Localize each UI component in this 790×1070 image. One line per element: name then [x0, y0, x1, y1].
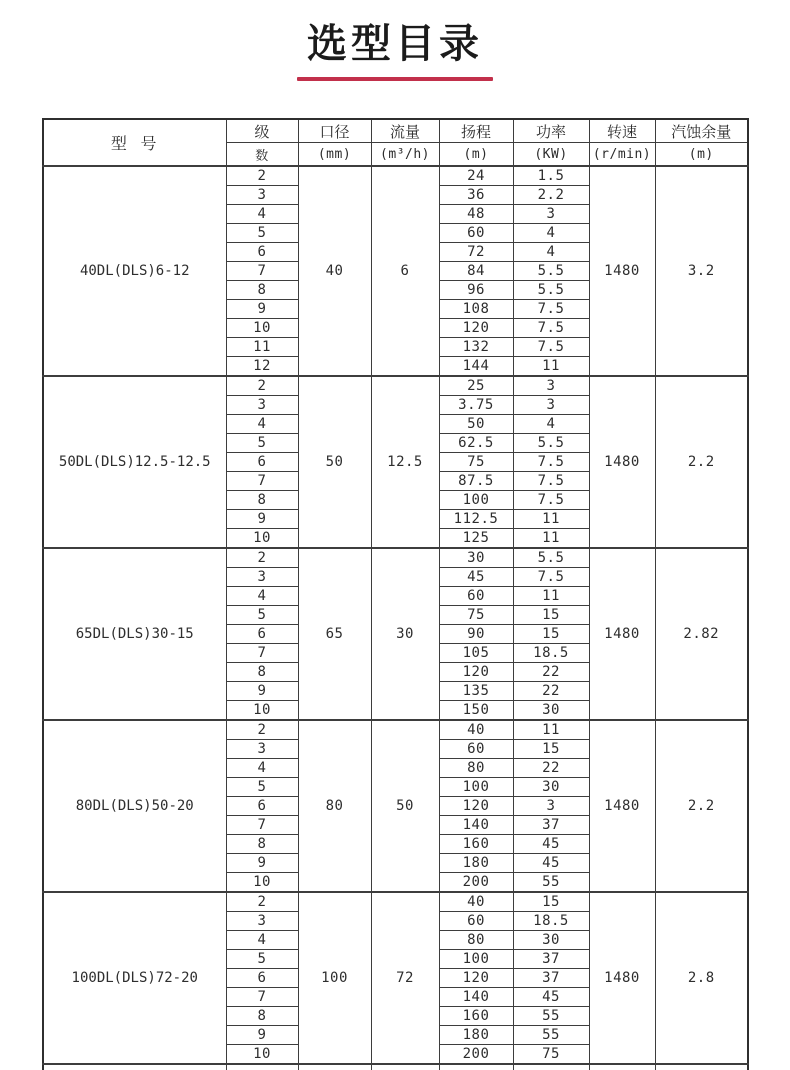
power-cell: 75: [513, 1045, 589, 1065]
header-head-unit: (m): [439, 143, 513, 167]
stage-cell: 2: [226, 892, 298, 912]
table-wrap: [42, 118, 749, 1070]
header-diameter-unit: (mm): [298, 143, 371, 167]
stage-cell: 6: [226, 625, 298, 644]
stage-cell: 12: [226, 357, 298, 377]
power-cell: 18.5: [513, 644, 589, 663]
head-cell: 108: [439, 300, 513, 319]
diameter-cell: 80: [298, 720, 371, 892]
header-row-1: [43, 119, 748, 143]
head-cell: 60: [439, 224, 513, 243]
stage-cell: 7: [226, 644, 298, 663]
head-cell: 180: [439, 854, 513, 873]
table-row: [43, 548, 748, 568]
power-cell: 5.5: [513, 434, 589, 453]
header-power-unit: (KW): [513, 143, 589, 167]
head-cell: 45: [439, 568, 513, 587]
stage-cell: 5: [226, 606, 298, 625]
power-cell: 45: [513, 835, 589, 854]
power-cell: 5.5: [513, 548, 589, 568]
power-cell: 22: [513, 663, 589, 682]
head-cell: 80: [439, 931, 513, 950]
stage-cell: 2: [226, 166, 298, 186]
stage-cell: [226, 1064, 298, 1070]
speed-cell: 1480: [589, 166, 655, 376]
power-cell: 30: [513, 778, 589, 797]
power-cell: 37: [513, 816, 589, 835]
model-cell: 65DL(DLS)30-15: [43, 548, 226, 720]
stage-cell: 9: [226, 854, 298, 873]
stage-cell: 3: [226, 740, 298, 759]
stage-cell: 3: [226, 568, 298, 587]
header-speed-unit: (r/min): [589, 143, 655, 167]
stage-cell: 6: [226, 797, 298, 816]
table-row: [43, 892, 748, 912]
power-cell: 7.5: [513, 568, 589, 587]
power-cell: 55: [513, 873, 589, 893]
flow-cell: 12.5: [371, 376, 439, 548]
table-body: [43, 166, 748, 1070]
power-cell: 15: [513, 892, 589, 912]
header-flow: 流量: [371, 119, 439, 143]
stage-cell: 3: [226, 186, 298, 205]
stage-cell: 9: [226, 510, 298, 529]
power-cell: 22: [513, 759, 589, 778]
header-head: 扬程: [439, 119, 513, 143]
stage-cell: 11: [226, 338, 298, 357]
stage-cell: 6: [226, 969, 298, 988]
stage-cell: 4: [226, 587, 298, 606]
flow-cell: 6: [371, 166, 439, 376]
head-cell: 50: [439, 415, 513, 434]
power-cell: 11: [513, 587, 589, 606]
header-stage-bottom: 数: [226, 143, 298, 167]
stage-cell: 8: [226, 1007, 298, 1026]
head-cell: 36: [439, 186, 513, 205]
stage-cell: 7: [226, 472, 298, 491]
speed-cell: 1480: [589, 720, 655, 892]
stage-cell: 10: [226, 873, 298, 893]
stage-cell: 7: [226, 816, 298, 835]
power-cell: 55: [513, 1026, 589, 1045]
power-cell: 4: [513, 415, 589, 434]
table-header: [43, 119, 748, 166]
head-cell: 135: [439, 682, 513, 701]
head-cell: 84: [439, 262, 513, 281]
head-cell: 150: [439, 701, 513, 721]
stage-cell: 2: [226, 376, 298, 396]
head-cell: 100: [439, 778, 513, 797]
head-cell: 125: [439, 529, 513, 549]
power-cell: 15: [513, 606, 589, 625]
flow-cell: [371, 1064, 439, 1070]
table-row: [43, 376, 748, 396]
head-cell: 180: [439, 1026, 513, 1045]
power-cell: 30: [513, 701, 589, 721]
power-cell: 3: [513, 205, 589, 224]
head-cell: 30: [439, 548, 513, 568]
stage-cell: 7: [226, 262, 298, 281]
head-cell: 160: [439, 835, 513, 854]
head-cell: 120: [439, 319, 513, 338]
stage-cell: 6: [226, 243, 298, 262]
head-cell: 140: [439, 988, 513, 1007]
npsh-cell: 2.8: [655, 892, 748, 1064]
npsh-cell: [655, 1064, 748, 1070]
stage-cell: 8: [226, 663, 298, 682]
head-cell: 90: [439, 625, 513, 644]
head-cell: 48: [439, 205, 513, 224]
model-cell: 50DL(DLS)12.5-12.5: [43, 376, 226, 548]
head-cell: 24: [439, 166, 513, 186]
stage-cell: 4: [226, 759, 298, 778]
power-cell: 15: [513, 625, 589, 644]
npsh-cell: 2.2: [655, 376, 748, 548]
power-cell: 22: [513, 682, 589, 701]
stage-cell: 4: [226, 931, 298, 950]
power-cell: 7.5: [513, 300, 589, 319]
power-cell: 11: [513, 357, 589, 377]
head-cell: 200: [439, 1045, 513, 1065]
page-title: 选型目录: [307, 21, 483, 67]
head-cell: 100: [439, 950, 513, 969]
head-cell: [439, 1064, 513, 1070]
header-speed: 转速: [589, 119, 655, 143]
power-cell: 3: [513, 396, 589, 415]
table-row: [43, 720, 748, 740]
title-underline: [297, 77, 493, 81]
stage-cell: 5: [226, 434, 298, 453]
power-cell: [513, 1064, 589, 1070]
head-cell: 120: [439, 969, 513, 988]
head-cell: 140: [439, 816, 513, 835]
head-cell: 60: [439, 740, 513, 759]
speed-cell: 1480: [589, 548, 655, 720]
npsh-cell: 2.2: [655, 720, 748, 892]
model-cell: 80DL(DLS)50-20: [43, 720, 226, 892]
flow-cell: 30: [371, 548, 439, 720]
head-cell: 132: [439, 338, 513, 357]
npsh-cell: 2.82: [655, 548, 748, 720]
head-cell: 80: [439, 759, 513, 778]
head-cell: 96: [439, 281, 513, 300]
head-cell: 105: [439, 644, 513, 663]
stage-cell: 5: [226, 950, 298, 969]
header-stage-top: 级: [226, 119, 298, 143]
power-cell: 37: [513, 950, 589, 969]
power-cell: 37: [513, 969, 589, 988]
power-cell: 45: [513, 988, 589, 1007]
stage-cell: 8: [226, 491, 298, 510]
power-cell: 3: [513, 797, 589, 816]
stage-cell: 6: [226, 453, 298, 472]
model-cell: [43, 1064, 226, 1070]
stage-cell: 3: [226, 912, 298, 931]
power-cell: 11: [513, 720, 589, 740]
speed-cell: [589, 1064, 655, 1070]
stage-cell: 9: [226, 1026, 298, 1045]
head-cell: 87.5: [439, 472, 513, 491]
stage-cell: 2: [226, 548, 298, 568]
npsh-cell: 3.2: [655, 166, 748, 376]
model-cell: 100DL(DLS)72-20: [43, 892, 226, 1064]
head-cell: 75: [439, 453, 513, 472]
stage-cell: 8: [226, 835, 298, 854]
power-cell: 15: [513, 740, 589, 759]
power-cell: 4: [513, 224, 589, 243]
power-cell: 3: [513, 376, 589, 396]
power-cell: 11: [513, 510, 589, 529]
stage-cell: 5: [226, 778, 298, 797]
diameter-cell: 40: [298, 166, 371, 376]
head-cell: 72: [439, 243, 513, 262]
flow-cell: 50: [371, 720, 439, 892]
diameter-cell: 50: [298, 376, 371, 548]
speed-cell: 1480: [589, 376, 655, 548]
power-cell: 7.5: [513, 472, 589, 491]
head-cell: 120: [439, 663, 513, 682]
power-cell: 7.5: [513, 453, 589, 472]
power-cell: 5.5: [513, 262, 589, 281]
power-cell: 7.5: [513, 491, 589, 510]
head-cell: 144: [439, 357, 513, 377]
stage-cell: 4: [226, 415, 298, 434]
head-cell: 3.75: [439, 396, 513, 415]
stage-cell: 2: [226, 720, 298, 740]
head-cell: 75: [439, 606, 513, 625]
stage-cell: 4: [226, 205, 298, 224]
head-cell: 60: [439, 587, 513, 606]
table-row: [43, 166, 748, 186]
diameter-cell: [298, 1064, 371, 1070]
stage-cell: 10: [226, 529, 298, 549]
header-diameter: 口径: [298, 119, 371, 143]
stage-cell: 10: [226, 1045, 298, 1065]
stage-cell: 9: [226, 300, 298, 319]
head-cell: 200: [439, 873, 513, 893]
diameter-cell: 65: [298, 548, 371, 720]
header-npsh: 汽蚀余量: [655, 119, 748, 143]
power-cell: 11: [513, 529, 589, 549]
model-cell: 40DL(DLS)6-12: [43, 166, 226, 376]
head-cell: 40: [439, 720, 513, 740]
head-cell: 60: [439, 912, 513, 931]
stage-cell: 5: [226, 224, 298, 243]
power-cell: 18.5: [513, 912, 589, 931]
pump-selection-table: [42, 118, 749, 1070]
header-model: 型 号: [43, 119, 226, 166]
header-flow-unit: (m³/h): [371, 143, 439, 167]
flow-cell: 72: [371, 892, 439, 1064]
power-cell: 2.2: [513, 186, 589, 205]
stage-cell: 7: [226, 988, 298, 1007]
head-cell: 160: [439, 1007, 513, 1026]
stage-cell: 3: [226, 396, 298, 415]
stage-cell: 8: [226, 281, 298, 300]
header-power: 功率: [513, 119, 589, 143]
power-cell: 55: [513, 1007, 589, 1026]
stage-cell: 10: [226, 319, 298, 338]
speed-cell: 1480: [589, 892, 655, 1064]
power-cell: 45: [513, 854, 589, 873]
header-npsh-unit: (m): [655, 143, 748, 167]
head-cell: 112.5: [439, 510, 513, 529]
table-row: [43, 1064, 748, 1070]
head-cell: 120: [439, 797, 513, 816]
power-cell: 4: [513, 243, 589, 262]
head-cell: 100: [439, 491, 513, 510]
head-cell: 25: [439, 376, 513, 396]
power-cell: 5.5: [513, 281, 589, 300]
head-cell: 40: [439, 892, 513, 912]
power-cell: 1.5: [513, 166, 589, 186]
stage-cell: 10: [226, 701, 298, 721]
stage-cell: 9: [226, 682, 298, 701]
head-cell: 62.5: [439, 434, 513, 453]
power-cell: 7.5: [513, 338, 589, 357]
power-cell: 30: [513, 931, 589, 950]
diameter-cell: 100: [298, 892, 371, 1064]
power-cell: 7.5: [513, 319, 589, 338]
